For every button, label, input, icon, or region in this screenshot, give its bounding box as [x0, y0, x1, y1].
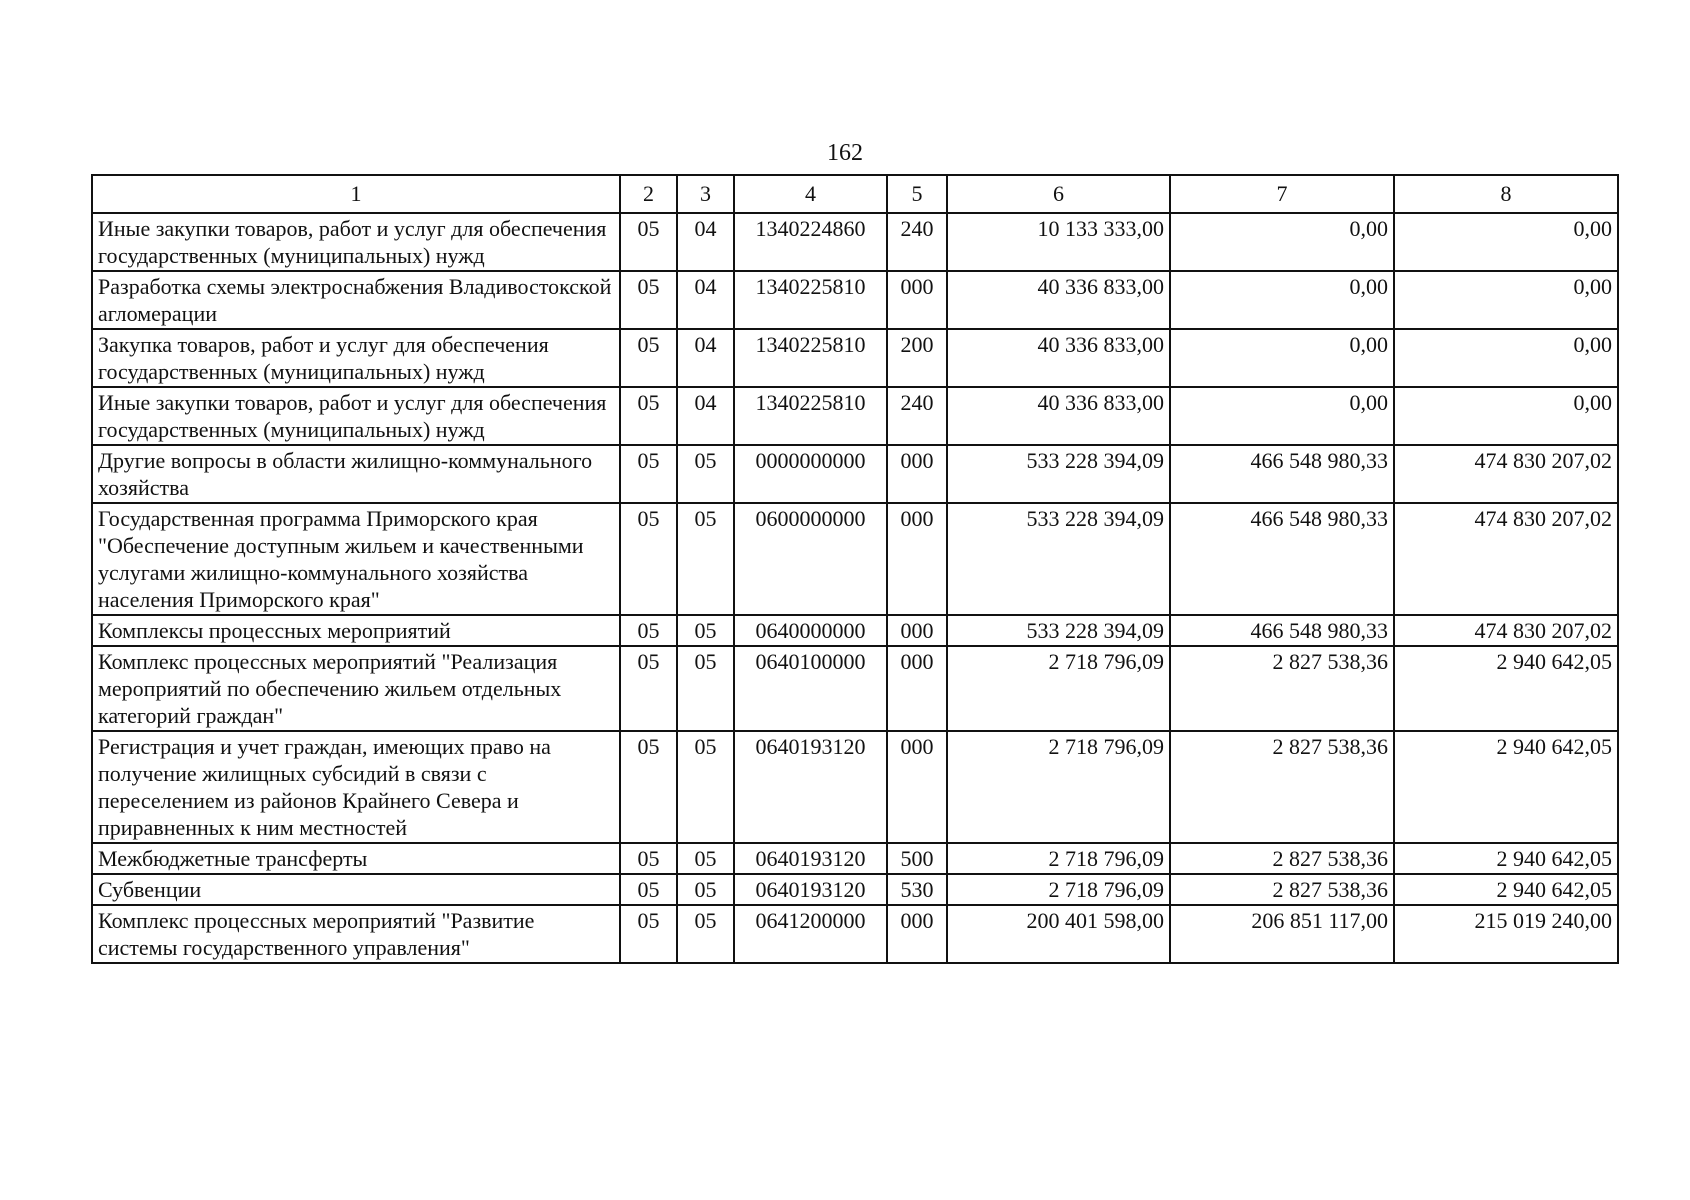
expense-type-code: 240 — [887, 387, 947, 445]
amount-col-7: 0,00 — [1170, 387, 1394, 445]
table-row — [92, 213, 1618, 271]
amount-col-8: 0,00 — [1394, 271, 1618, 329]
target-article-code: 1340225810 — [734, 329, 887, 387]
subsection-code: 05 — [677, 843, 734, 874]
budget-table — [91, 174, 1619, 964]
amount-col-8: 474 830 207,02 — [1394, 503, 1618, 615]
item-name: Разработка схемы электроснабжения Владивостокской агломерации — [92, 271, 620, 329]
amount-col-6: 2 718 796,09 — [947, 731, 1170, 843]
table-body — [92, 213, 1618, 963]
table-row — [92, 271, 1618, 329]
expense-type-code: 000 — [887, 445, 947, 503]
target-article-code: 0600000000 — [734, 503, 887, 615]
section-code: 05 — [620, 503, 677, 615]
amount-col-7: 0,00 — [1170, 271, 1394, 329]
amount-col-7: 2 827 538,36 — [1170, 874, 1394, 905]
item-name: Иные закупки товаров, работ и услуг для обеспечения государственных (муниципальных) нужд — [92, 213, 620, 271]
expense-type-code: 240 — [887, 213, 947, 271]
amount-col-8: 2 940 642,05 — [1394, 874, 1618, 905]
amount-col-6: 533 228 394,09 — [947, 615, 1170, 646]
target-article-code: 0640000000 — [734, 615, 887, 646]
table-row — [92, 387, 1618, 445]
expense-type-code: 000 — [887, 271, 947, 329]
expense-type-code: 000 — [887, 905, 947, 963]
subsection-code: 04 — [677, 213, 734, 271]
amount-col-7: 0,00 — [1170, 329, 1394, 387]
table-row — [92, 615, 1618, 646]
target-article-code: 0640193120 — [734, 843, 887, 874]
amount-col-8: 0,00 — [1394, 387, 1618, 445]
item-name: Государственная программа Приморского края "Обеспечение доступным жильем и качественными услугами жилищно-коммунального хозяйства населения Приморского края" — [92, 503, 620, 615]
section-code: 05 — [620, 329, 677, 387]
amount-col-7: 0,00 — [1170, 213, 1394, 271]
item-name: Межбюджетные трансферты — [92, 843, 620, 874]
amount-col-8: 474 830 207,02 — [1394, 615, 1618, 646]
item-name: Иные закупки товаров, работ и услуг для обеспечения государственных (муниципальных) нужд — [92, 387, 620, 445]
section-code: 05 — [620, 843, 677, 874]
amount-col-6: 40 336 833,00 — [947, 387, 1170, 445]
column-header: 8 — [1394, 175, 1618, 213]
subsection-code: 05 — [677, 503, 734, 615]
expense-type-code: 000 — [887, 646, 947, 731]
subsection-code: 04 — [677, 387, 734, 445]
amount-col-7: 2 827 538,36 — [1170, 646, 1394, 731]
table-row — [92, 646, 1618, 731]
target-article-code: 1340225810 — [734, 387, 887, 445]
item-name: Комплекс процессных мероприятий "Реализация мероприятий по обеспечению жильем отдельных категорий граждан" — [92, 646, 620, 731]
target-article-code: 0640100000 — [734, 646, 887, 731]
item-name: Другие вопросы в области жилищно-коммунального хозяйства — [92, 445, 620, 503]
amount-col-6: 2 718 796,09 — [947, 843, 1170, 874]
amount-col-6: 2 718 796,09 — [947, 646, 1170, 731]
table-row — [92, 445, 1618, 503]
target-article-code: 0640193120 — [734, 874, 887, 905]
section-code: 05 — [620, 615, 677, 646]
table-row — [92, 503, 1618, 615]
expense-type-code: 500 — [887, 843, 947, 874]
subsection-code: 05 — [677, 731, 734, 843]
expense-type-code: 200 — [887, 329, 947, 387]
target-article-code: 1340224860 — [734, 213, 887, 271]
header-row — [92, 175, 1618, 213]
column-header: 7 — [1170, 175, 1394, 213]
column-header: 1 — [92, 175, 620, 213]
subsection-code: 05 — [677, 445, 734, 503]
amount-col-6: 40 336 833,00 — [947, 329, 1170, 387]
target-article-code: 1340225810 — [734, 271, 887, 329]
subsection-code: 04 — [677, 329, 734, 387]
item-name: Закупка товаров, работ и услуг для обеспечения государственных (муниципальных) нужд — [92, 329, 620, 387]
table-row — [92, 874, 1618, 905]
subsection-code: 05 — [677, 905, 734, 963]
section-code: 05 — [620, 387, 677, 445]
amount-col-6: 10 133 333,00 — [947, 213, 1170, 271]
table-row — [92, 731, 1618, 843]
amount-col-8: 215 019 240,00 — [1394, 905, 1618, 963]
section-code: 05 — [620, 731, 677, 843]
item-name: Субвенции — [92, 874, 620, 905]
table-row — [92, 843, 1618, 874]
subsection-code: 05 — [677, 646, 734, 731]
subsection-code: 04 — [677, 271, 734, 329]
amount-col-7: 2 827 538,36 — [1170, 731, 1394, 843]
amount-col-7: 206 851 117,00 — [1170, 905, 1394, 963]
expense-type-code: 530 — [887, 874, 947, 905]
section-code: 05 — [620, 271, 677, 329]
amount-col-7: 466 548 980,33 — [1170, 615, 1394, 646]
amount-col-8: 2 940 642,05 — [1394, 646, 1618, 731]
column-header: 5 — [887, 175, 947, 213]
column-header: 6 — [947, 175, 1170, 213]
amount-col-6: 533 228 394,09 — [947, 445, 1170, 503]
subsection-code: 05 — [677, 615, 734, 646]
section-code: 05 — [620, 905, 677, 963]
expense-type-code: 000 — [887, 503, 947, 615]
item-name: Комплекс процессных мероприятий "Развитие системы государственного управления" — [92, 905, 620, 963]
section-code: 05 — [620, 646, 677, 731]
target-article-code: 0641200000 — [734, 905, 887, 963]
column-header: 3 — [677, 175, 734, 213]
amount-col-6: 200 401 598,00 — [947, 905, 1170, 963]
subsection-code: 05 — [677, 874, 734, 905]
item-name: Комплексы процессных мероприятий — [92, 615, 620, 646]
page-number: 162 — [827, 140, 863, 166]
table-row — [92, 329, 1618, 387]
expense-type-code: 000 — [887, 615, 947, 646]
amount-col-8: 2 940 642,05 — [1394, 843, 1618, 874]
target-article-code: 0640193120 — [734, 731, 887, 843]
amount-col-6: 533 228 394,09 — [947, 503, 1170, 615]
amount-col-8: 0,00 — [1394, 329, 1618, 387]
expense-type-code: 000 — [887, 731, 947, 843]
amount-col-8: 0,00 — [1394, 213, 1618, 271]
amount-col-6: 2 718 796,09 — [947, 874, 1170, 905]
section-code: 05 — [620, 445, 677, 503]
amount-col-7: 2 827 538,36 — [1170, 843, 1394, 874]
section-code: 05 — [620, 874, 677, 905]
amount-col-7: 466 548 980,33 — [1170, 503, 1394, 615]
item-name: Регистрация и учет граждан, имеющих право на получение жилищных субсидий в связи с переселением из районов Крайнего Севера и приравненных к ним местностей — [92, 731, 620, 843]
table-row — [92, 905, 1618, 963]
amount-col-8: 2 940 642,05 — [1394, 731, 1618, 843]
amount-col-6: 40 336 833,00 — [947, 271, 1170, 329]
column-header: 2 — [620, 175, 677, 213]
amount-col-7: 466 548 980,33 — [1170, 445, 1394, 503]
column-header: 4 — [734, 175, 887, 213]
amount-col-8: 474 830 207,02 — [1394, 445, 1618, 503]
section-code: 05 — [620, 213, 677, 271]
target-article-code: 0000000000 — [734, 445, 887, 503]
